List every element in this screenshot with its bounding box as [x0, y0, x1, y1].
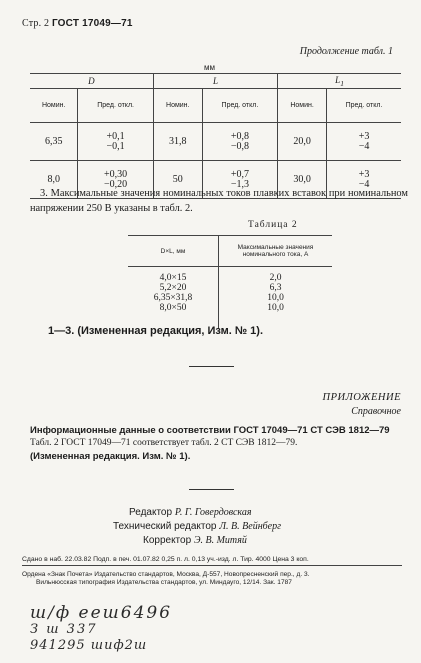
imprint: Сдано в наб. 22.03.82 Подп. в печ. 01.07.82 0,25 п. л. 0,13 уч.-изд. л. Тир. 4000 Цена 3 коп. [22, 556, 402, 566]
cell-l: 50 [153, 161, 202, 199]
cell-l1: 20,0 [278, 123, 327, 161]
group-header-l1: $L_1$ [278, 74, 401, 89]
group-header-d: D [30, 74, 153, 89]
subheader-nom: Номин. [278, 89, 327, 123]
subheader-dev: Пред. откл. [202, 89, 277, 123]
table-continuation-label: Продолжение табл. 1 [299, 46, 393, 57]
editor-line: Редактор Р. Г. Говердовская [129, 507, 252, 518]
subheader-nom: Номин. [30, 89, 78, 123]
subheader-nom: Номин. [153, 89, 202, 123]
standard-code: ГОСТ 17049—71 [51, 18, 133, 29]
cell-d-dev: +0,30 −0,20 [78, 161, 153, 199]
page-number: Стр. 2 [22, 18, 50, 29]
cell-l1-dev: +3 −4 [327, 161, 401, 199]
table-2 [128, 235, 332, 329]
info-heading: Информационные данные о соответствии ГОСТ 17049—71 СТ СЭВ 1812—79 [30, 425, 390, 436]
list-item: 4,0×15 [159, 273, 187, 283]
unit-label: мм [204, 63, 215, 72]
list-item: 5,2×20 [159, 283, 187, 293]
col-header-dimensions: D×L, мм [128, 236, 219, 267]
handwritten-note: З ш 337 [30, 622, 98, 637]
publisher-info [22, 571, 402, 587]
cell-d: 6,35 [30, 123, 78, 161]
list-item: 2,0 [269, 273, 282, 283]
page-header [22, 18, 133, 29]
printer-line: Вильнюсская типография Издательства стандартов, ул. Миндауго, 12/14. Зак. 1787 [36, 579, 292, 586]
appendix-title: ПРИЛОЖЕНИЕ [322, 392, 401, 403]
table-row [30, 123, 401, 161]
info-text: Табл. 2 ГОСТ 17049—71 соответствует табл. 2 СТ СЭВ 1812—79. [30, 438, 298, 448]
publisher-line: Ордена «Знак Почета» Издательство стандартов, Москва, Д-557, Новопресненский пер., д. 3. [22, 571, 310, 578]
list-item: 10,0 [267, 293, 284, 303]
list-item: 6,35×31,8 [153, 293, 193, 303]
tech-editor-line: Технический редактор Л. В. Вейнберг [113, 521, 282, 532]
dims-column [128, 267, 219, 330]
list-item: 8,0×50 [159, 303, 187, 313]
paragraph-3: 3. Максимальные значения номинальных токов плавких вставок при номинальном напряжении 250 В указаны в табл. 2. [30, 188, 408, 214]
list-item: 10,0 [267, 303, 284, 313]
cell-l1-dev: +3 −4 [327, 123, 401, 161]
cell-l: 31,8 [153, 123, 202, 161]
subheader-dev: Пред. откл. [78, 89, 153, 123]
handwritten-note: ш/ф ееш6496 [30, 603, 173, 623]
divider [189, 489, 234, 490]
cell-d: 8,0 [30, 161, 78, 199]
change-note: 1—3. (Измененная редакция, Изм. № 1). [48, 325, 264, 337]
info-block [30, 424, 402, 463]
info-note: (Измененная редакция. Изм. № 1). [30, 451, 191, 462]
corrector-line: Корректор Э. В. Митяй [143, 535, 247, 546]
cell-d-dev: +0,1 −0,1 [78, 123, 153, 161]
col-header-current: Максимальные значения номинального тока, А [219, 236, 333, 267]
group-header-l: L [153, 74, 277, 89]
cell-l-dev: +0,8 −0,8 [202, 123, 277, 161]
credits [100, 506, 340, 548]
subheader-dev: Пред. откл. [327, 89, 401, 123]
divider [189, 366, 234, 367]
table-1 [30, 73, 401, 199]
cell-l-dev: +0,7 −1,3 [202, 161, 277, 199]
table-2-caption: Таблица 2 [248, 220, 298, 230]
appendix-subtitle: Справочное [351, 406, 401, 417]
list-item: 6,3 [269, 283, 282, 293]
handwritten-note: 941295 шиф2ш [30, 638, 148, 653]
current-column [219, 267, 333, 330]
cell-l1: 30,0 [278, 161, 327, 199]
